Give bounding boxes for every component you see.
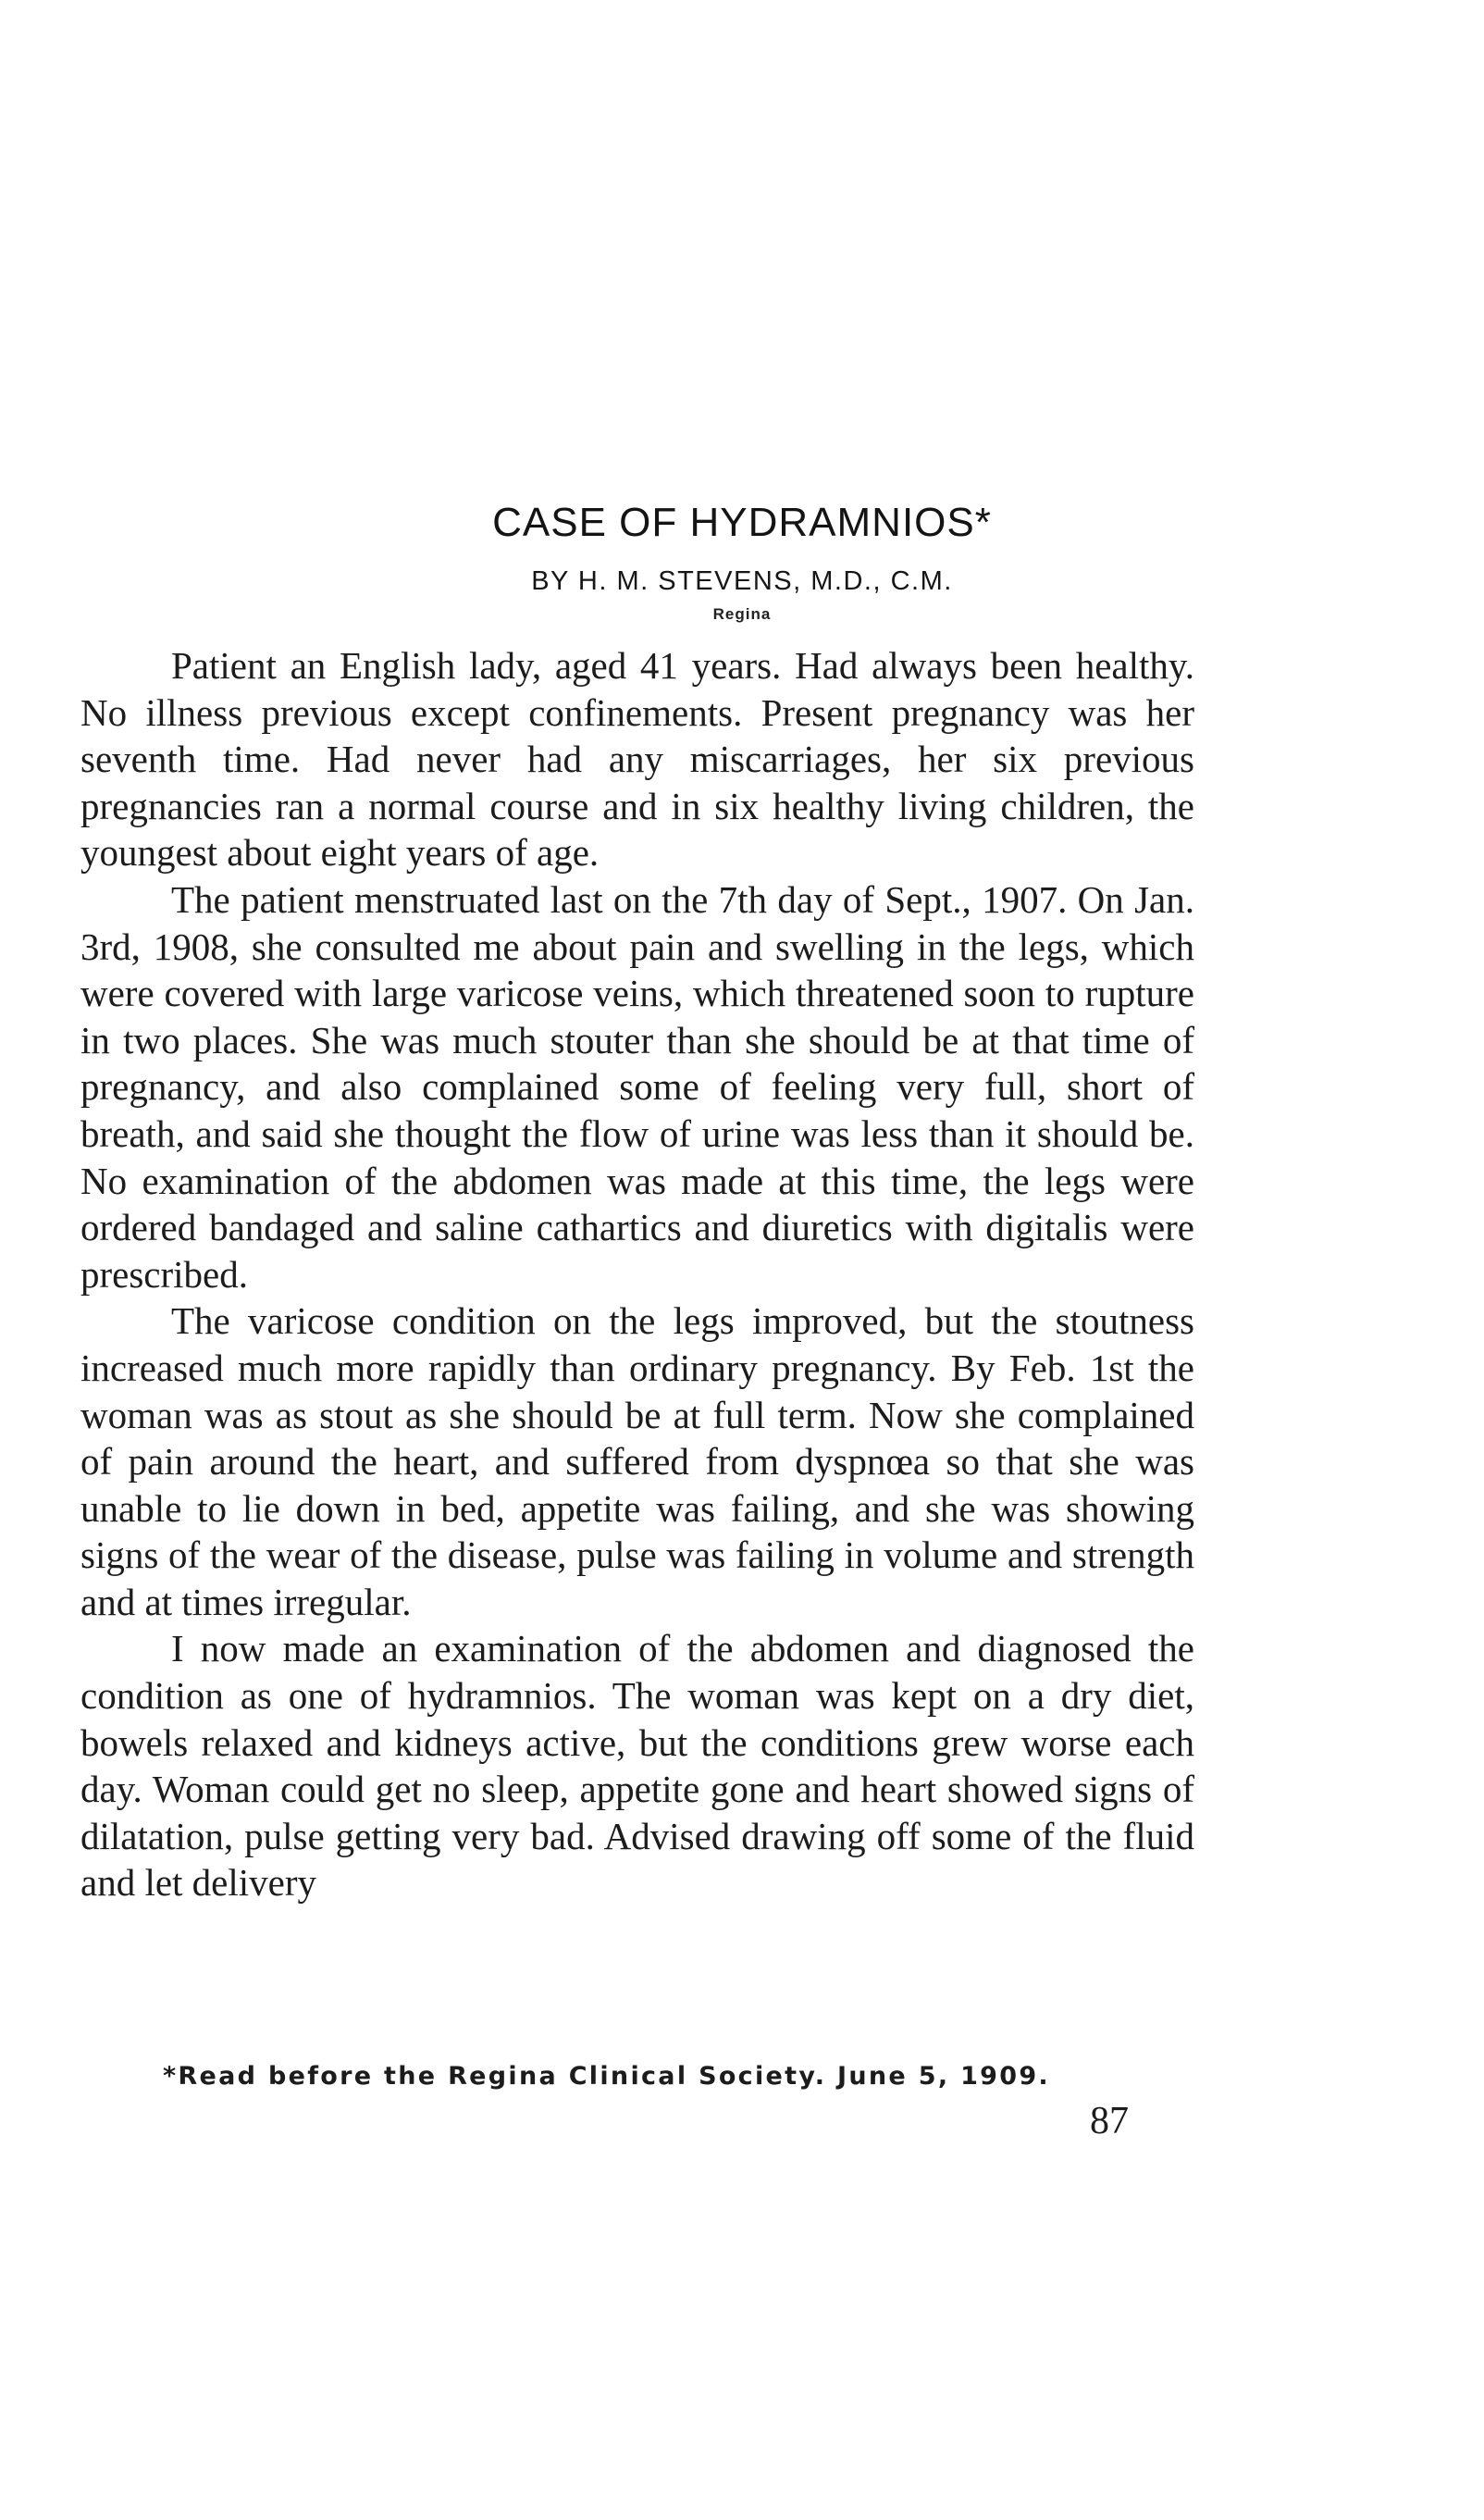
paragraph: Patient an English lady, aged 41 years. Had always been healthy. No illness previous except confinements. Present pregnancy was her seventh time. Had never had any miscarriages, her six previous pregnancies ran a normal course and in six healthy living children, the youngest about eight years of age. xyxy=(80,644,1194,875)
page-number: 87 xyxy=(1090,2100,1129,2142)
paragraph: I now made an examination of the abdomen and diagnosed the condition as one of hydramnios. The woman was kept on a dry diet, bowels relaxed and kidneys active, but the conditions grew worse each day. Woman could get no sleep, appetite gone and heart showed signs of dilatation, pulse getting very bad. Advised drawing off some of the fluid and let delivery xyxy=(80,1627,1194,1905)
article-title: CASE OF HYDRAMNIOS* xyxy=(492,500,992,545)
author-byline: BY H. M. STEVENS, M.D., C.M. xyxy=(531,566,953,596)
paragraph: The patient menstruated last on the 7th day of Sept., 1907. On Jan. 3rd, 1908, she consulted me about pain and swelling in the legs, which were covered with large varicose veins, which threatened soon to rupture in two places. She was much stouter than she should be at that time of pregnancy, and also complained some of feeling very full, short of breath, and said she thought the flow of urine was less than it should be. No examination of the abdomen was made at this time, the legs were ordered bandaged and saline cathartics and diuretics with digitalis were prescribed. xyxy=(80,877,1194,1296)
paragraph: The varicose condition on the legs improved, but the stoutness increased much more rapidly than ordinary pregnancy. By Feb. 1st the woman was as stout as she should be at full term. Now she complained of pain around the heart, and suffered from dyspnœa so that she was unable to lie down in bed, appetite was failing, and she was showing signs of the wear of the disease, pulse was failing in volume and strength and at times irregular. xyxy=(80,1299,1194,1623)
article-body xyxy=(80,642,1194,1906)
footnote: *Read before the Regina Clinical Society. June 5, 1909. xyxy=(163,2062,1050,2091)
author-location: Regina xyxy=(712,605,772,623)
